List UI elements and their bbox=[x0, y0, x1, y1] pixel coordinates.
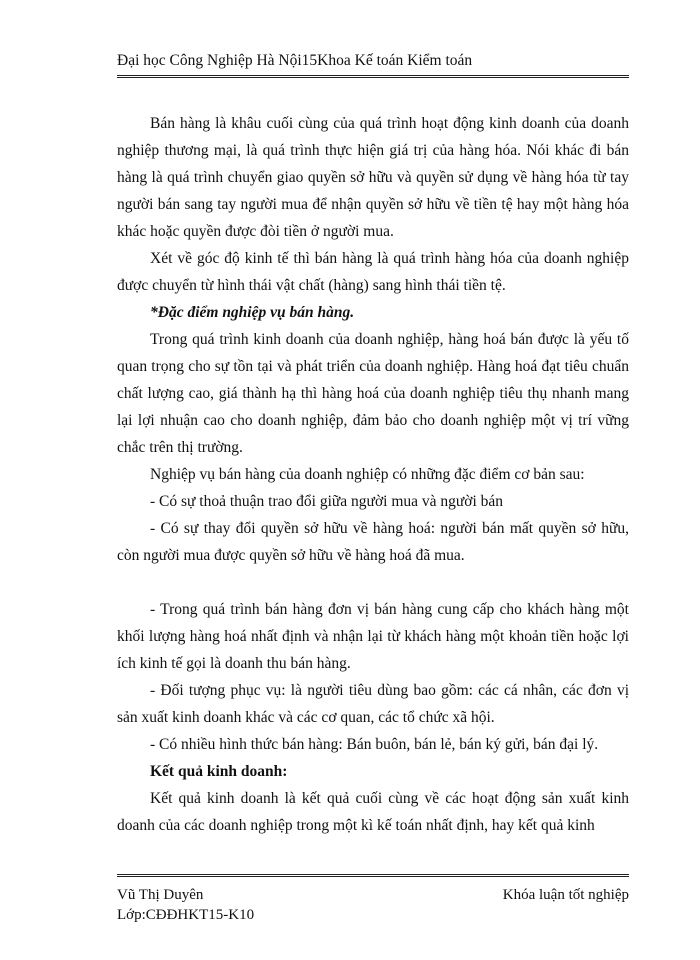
list-item-customers: - Đối tượng phục vụ: là người tiêu dùng bao gồm: các cá nhân, các đơn vị sản xuất kinh doanh khác và các cơ quan, các tổ chức xã hội. bbox=[117, 682, 629, 726]
footer-row bbox=[117, 885, 629, 905]
list-item-ownership-change: - Có sự thay đổi quyền sở hữu về hàng hoá: người bán mất quyền sở hữu, còn người mua được quyền sở hữu về hàng hoá đã mua. bbox=[117, 520, 629, 564]
body-text bbox=[117, 110, 629, 839]
heading-business-results: Kết quả kinh doanh: bbox=[150, 763, 288, 780]
heading-sales-characteristics: *Đặc điểm nghiệp vụ bán hàng. bbox=[150, 304, 355, 321]
paragraph-gap bbox=[117, 569, 629, 596]
document-type: Khóa luận tốt nghiệp bbox=[502, 887, 629, 903]
page-footer bbox=[117, 874, 629, 925]
paragraph-characteristics-intro: Nghiệp vụ bán hàng của doanh nghiệp có những đặc điểm cơ bản sau: bbox=[150, 466, 585, 483]
list-item-sales-forms: - Có nhiều hình thức bán hàng: Bán buôn, bán lẻ, bán ký gửi, bán đại lý. bbox=[150, 736, 599, 753]
paragraph-sales-definition: Bán hàng là khâu cuối cùng của quá trình hoạt động kinh doanh của doanh nghiệp thương mại, là quá trình thực hiện giá trị của hàng hóa. Nói khác đi bán hàng là quá trình chuyển giao quyền sở hữu và quyền sử dụng về hàng hóa từ tay người bán sang tay người mua để nhận quyền sở hữu về tiền tệ hay một hàng hóa khác hoặc quyền được đòi tiền ở người mua. bbox=[117, 115, 629, 240]
class-label: Lớp:CĐĐHKT15-K10 bbox=[117, 907, 255, 923]
paragraph-business-process: Trong quá trình kinh doanh của doanh nghiệp, hàng hoá bán được là yếu tố quan trọng cho sự tồn tại và phát triển của doanh nghiệp. Hàng hoá đạt tiêu chuẩn chất lượng cao, giá thành hạ thì hàng hoá của doanh nghiệp tiêu thụ nhanh mang lại lợi nhuận cao cho doanh nghiệp, đảm bảo cho doanh nghiệp một vị trí vững chắc trên thị trường. bbox=[117, 331, 629, 456]
page-header: Đại học Công Nghiệp Hà Nội15Khoa Kế toán Kiểm toán bbox=[117, 52, 629, 78]
list-item-revenue: - Trong quá trình bán hàng đơn vị bán hàng cung cấp cho khách hàng một khối lượng hàng hoá nhất định và nhận lại từ khách hàng một khoản tiền hoặc lợi ích kinh tế gọi là doanh thu bán hàng. bbox=[117, 601, 629, 672]
author-name: Vũ Thị Duyên bbox=[117, 887, 204, 903]
list-item-agreement: - Có sự thoả thuận trao đổi giữa người mua và người bán bbox=[150, 493, 504, 510]
paragraph-economic-view: Xét về góc độ kinh tế thì bán hàng là quá trình hàng hóa của doanh nghiệp được chuyển từ hình thái vật chất (hàng) sang hình thái tiền tệ. bbox=[117, 250, 629, 294]
paragraph-business-results: Kết quả kinh doanh là kết quả cuối cùng về các hoạt động sản xuất kinh doanh của các doanh nghiệp trong một kì kế toán nhất định, hay kết quả kinh bbox=[117, 790, 629, 834]
